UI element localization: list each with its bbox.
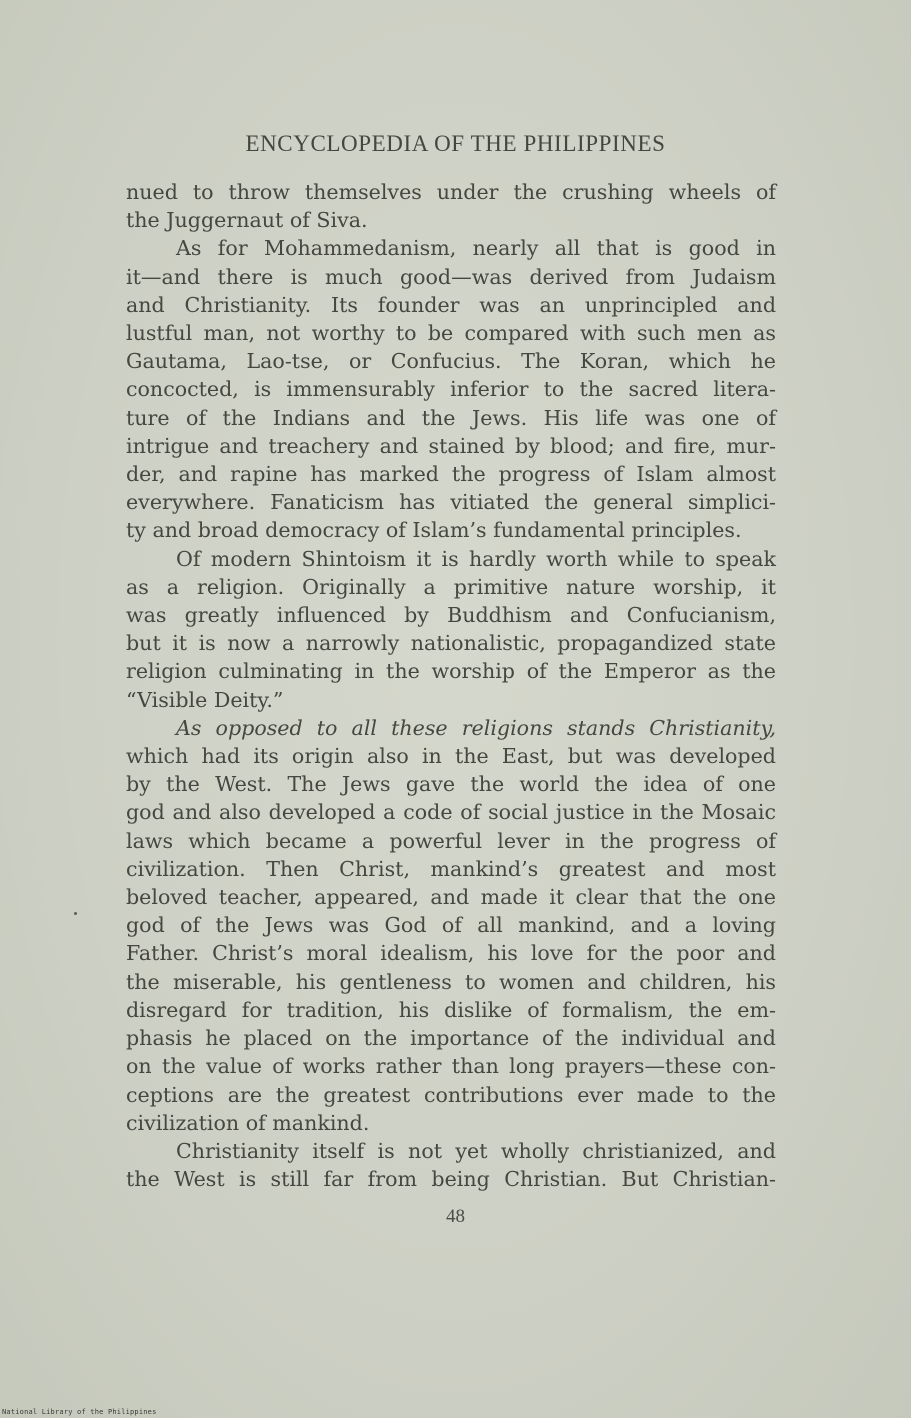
- text-line: concocted, is immensurably inferior to the sacred litera-: [126, 377, 776, 402]
- text-line: civilization of mankind.: [126, 1110, 370, 1135]
- text-line: it—and there is much good—was derived from Judaism: [126, 264, 776, 289]
- text-line: beloved teacher, appeared, and made it clear that the one: [126, 885, 776, 910]
- text-line: as a religion. Originally a primitive nature worship, it: [126, 574, 776, 599]
- paragraph-continuation: [126, 178, 776, 234]
- body-text: [126, 178, 776, 1193]
- text-line: god of the Jews was God of all mankind, and a loving: [126, 913, 776, 938]
- text-line: on the value of works rather than long prayers—these con-: [126, 1054, 776, 1079]
- paragraph-christianized: [126, 1137, 776, 1193]
- paper-speck: [74, 912, 77, 915]
- text-line: As for Mohammedanism, nearly all that is good in: [176, 236, 776, 261]
- text-line: intrigue and treachery and stained by blood; and fire, mur-: [126, 433, 776, 458]
- text-line: the miserable, his gentleness to women and children, his: [126, 969, 776, 994]
- text-line: religion culminating in the worship of the Emperor as the: [126, 659, 776, 684]
- running-title: ENCYCLOPEDIA OF THE PHILIPPINES: [245, 131, 666, 156]
- text-line: which had its origin also in the East, but was developed: [126, 744, 776, 769]
- text-line: was greatly influenced by Buddhism and Confucianism,: [126, 603, 776, 628]
- text-line: and Christianity. Its founder was an unprincipled and: [126, 292, 776, 317]
- text-line: the West is still far from being Christian. But Christian-: [126, 1167, 776, 1192]
- text-line: Gautama, Lao-tse, or Confucius. The Koran, which he: [126, 349, 776, 374]
- text-line: “Visible Deity.”: [126, 687, 284, 712]
- text-line: the Juggernaut of Siva.: [126, 208, 368, 233]
- text-line: Of modern Shintoism it is hardly worth while to speak: [176, 546, 776, 571]
- text-line: ture of the Indians and the Jews. His life was one of: [126, 405, 776, 430]
- text-line: ty and broad democracy of Islam’s fundamental principles.: [126, 518, 742, 543]
- text-line: but it is now a narrowly nationalistic, propagandized state: [126, 631, 776, 656]
- page-number: 48: [446, 1206, 465, 1227]
- text-line: nued to throw themselves under the crushing wheels of: [126, 180, 776, 204]
- text-line: der, and rapine has marked the progress of Islam almost: [126, 462, 776, 487]
- paragraph-mohammedanism: [126, 234, 776, 544]
- text-line: everywhere. Fanaticism has vitiated the general simplici-: [126, 490, 776, 515]
- text-line: disregard for tradition, his dislike of formalism, the em-: [126, 997, 776, 1022]
- text-line: civilization. Then Christ, mankind’s greatest and most: [126, 856, 776, 881]
- text-line: Father. Christ’s moral idealism, his love for the poor and: [126, 941, 776, 966]
- text-line: by the West. The Jews gave the world the idea of one: [126, 772, 776, 797]
- text-line: lustful man, not worthy to be compared with such men as: [126, 321, 776, 346]
- paragraph-shintoism: [126, 545, 776, 714]
- library-credit: National Library of the Philippines: [2, 1408, 157, 1416]
- text-line: laws which became a powerful lever in the progress of: [126, 828, 776, 853]
- text-line: god and also developed a code of social justice in the Mosaic: [126, 800, 776, 825]
- text-line: ceptions are the greatest contributions ever made to the: [126, 1082, 776, 1107]
- text-line: phasis he placed on the importance of the individual and: [126, 1026, 776, 1051]
- paragraph-christianity: [126, 714, 776, 1137]
- text-line: Christianity itself is not yet wholly christianized, and: [176, 1138, 776, 1163]
- italic-lead-line: As opposed to all these religions stands Christianity,: [176, 715, 776, 740]
